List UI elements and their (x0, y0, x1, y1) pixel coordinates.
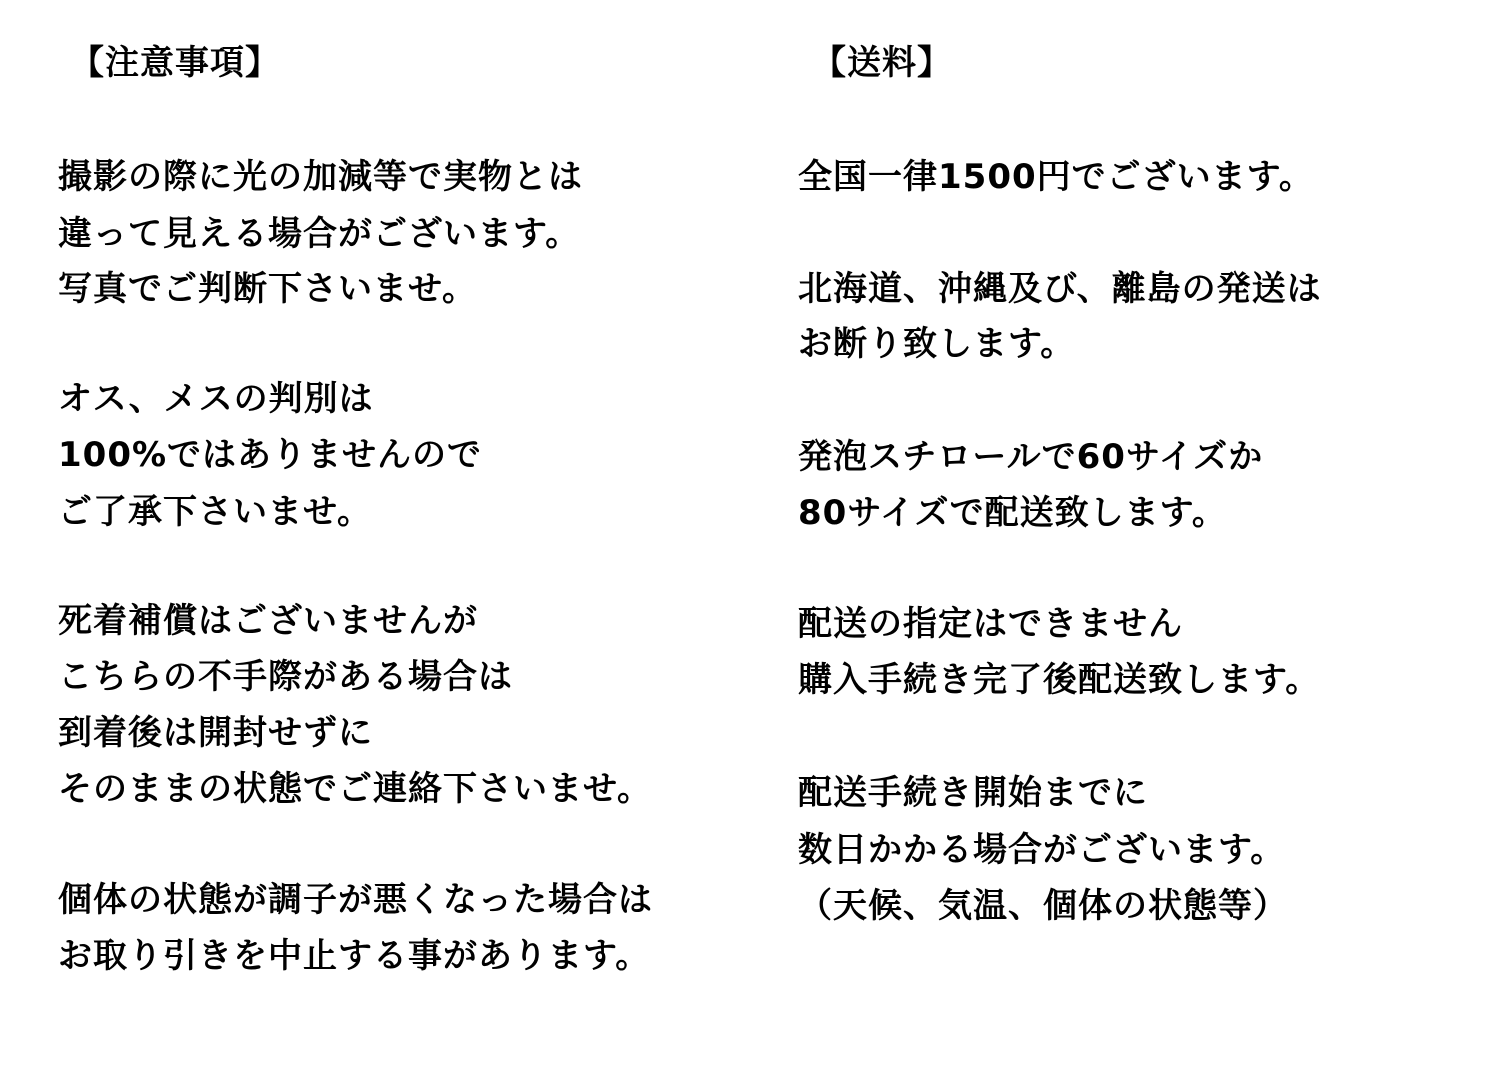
notes-line: そのままの状態でご連絡下さいませ。 (58, 769, 652, 809)
notes-line: オス、メスの判別は (58, 379, 374, 419)
shipping-line: 配送の指定はできません (798, 604, 1183, 644)
shipping-line: お断り致します。 (798, 324, 1076, 364)
notes-line: 死着補償はございませんが (58, 601, 478, 641)
notes-line: 個体の状態が調子が悪くなった場合は (58, 880, 653, 920)
shipping-line: 80サイズで配送致します。 (798, 493, 1227, 533)
notes-line: ご了承下さいませ。 (58, 492, 372, 532)
shipping-line: 全国一律1500円でございます。 (798, 157, 1314, 197)
notes-heading: 【注意事項】 (70, 43, 280, 83)
shipping-line: 発泡スチロールで60サイズか (798, 437, 1264, 477)
notes-line: 写真でご判断下さいませ。 (58, 269, 477, 309)
notes-line: こちらの不手際がある場合は (58, 657, 513, 697)
shipping-heading: 【送料】 (812, 43, 952, 83)
notes-line: 撮影の際に光の加減等で実物とは (58, 157, 583, 197)
shipping-line: 配送手続き開始までに (798, 773, 1148, 813)
shipping-line: 購入手続き完了後配送致します。 (798, 660, 1321, 700)
shipping-line: 数日かかる場合がございます。 (798, 830, 1286, 870)
shipping-line: （天候、気温、個体の状態等） (798, 886, 1288, 926)
shipping-line: 北海道、沖縄及び、離島の発送は (798, 269, 1322, 309)
notes-line: 違って見える場合がございます。 (58, 214, 581, 254)
notes-line: 到着後は開封せずに (58, 713, 373, 753)
notes-line: 100%ではありませんので (58, 435, 483, 475)
notes-line: お取り引きを中止する事があります。 (58, 936, 651, 976)
